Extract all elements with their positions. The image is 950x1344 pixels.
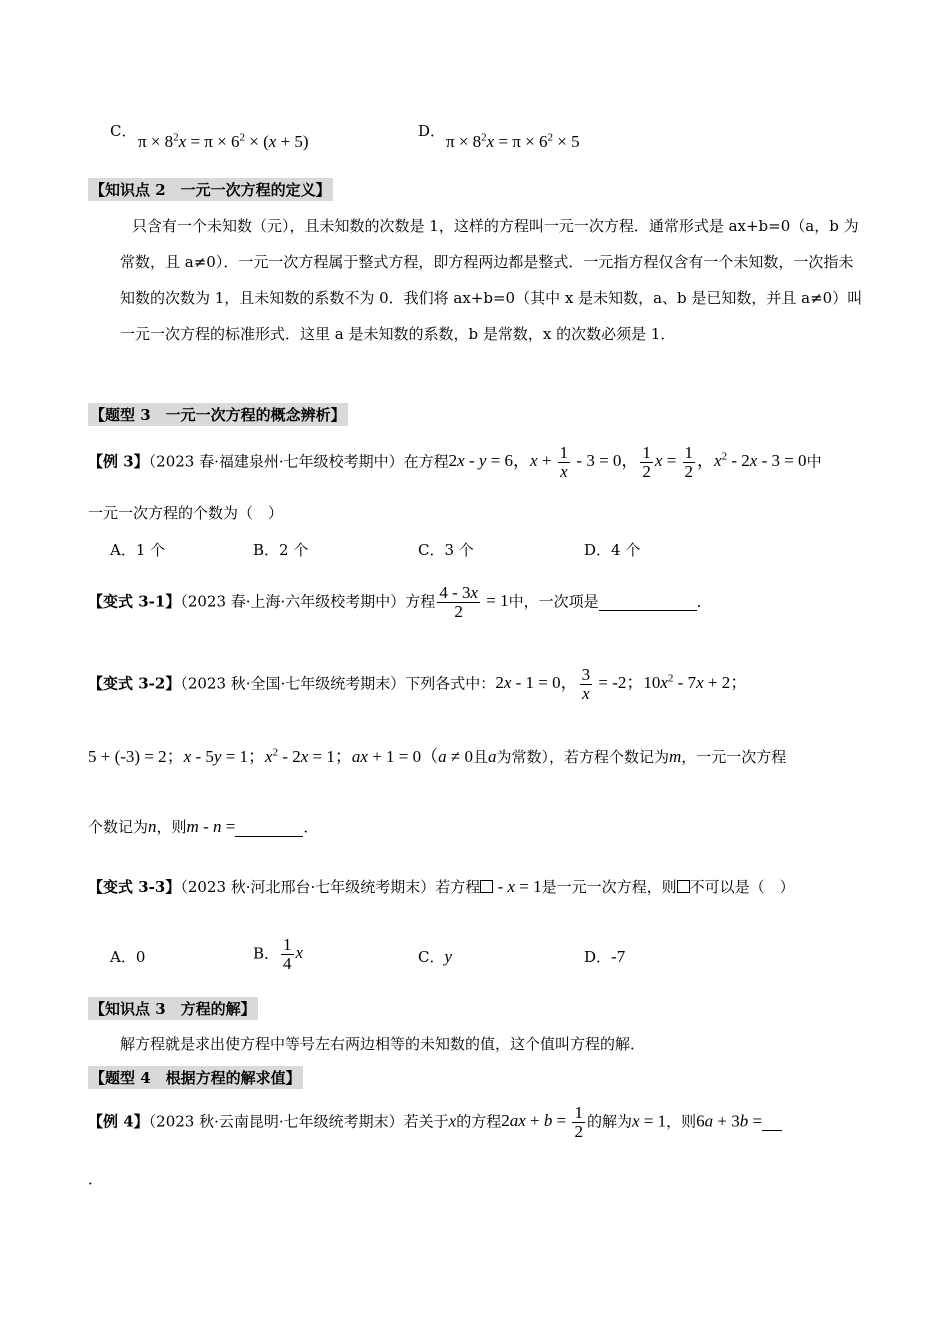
variant-3-3-mid: 是一元一次方程，则 (541, 878, 677, 896)
variant-3-1-equation: $\frac{4 - 3x}{2}$ = 1 (439, 583, 509, 621)
example-4 (88, 1104, 782, 1141)
variant-3-3-label: 【变式 3-3】 (88, 878, 181, 896)
variant-3-2-line3-a: 个数记为 (88, 818, 149, 836)
example-3-line2: 一元一次方程的个数为（ ） (88, 504, 284, 522)
example-4-mid1: 的方程 (456, 1112, 502, 1131)
variant-3-1-source: （2023 春·上海·六年级校考期中）方程 (180, 592, 436, 611)
knowledge-point-2-text: 只含有一个未知数（元），且未知数的次数是 1，这样的方程叫一元一次方程．通常形式是 ax+b=0（a，b 为常数，且 a≠0）．一元一次方程属于整式方程，即方程两边都是整式．一元指方程仅含有一个未知数，一次指未知数的次数为 1，且未知数的系数不为 0．我们将 ax+b=0（其中 x 是未知数，a、b 是已知数，并且 a≠0）叫一元一次方程的标准形式．这里 a 是未知数的系数，b 是常数，x 的次数必须是 1． (120, 217, 863, 343)
variant-3-2-formulas-b: 5 + (-3) = 2；x - 5y = 1；$x^2 - 2x = 1$；ax + 1 = 0（a ≠ 0 (88, 746, 473, 766)
example-3-source: （2023 春·福建泉州·七年级校考期中）在方程 (148, 452, 449, 471)
variant-3-2-formulas-a: 2x - 1 = 0， $\frac{3}{x}$ = -2；$10x^2 - 7x + 2$； (495, 665, 748, 703)
variant-3-3-equation: - x = 1 (480, 877, 541, 896)
answer-blank[interactable] (235, 818, 303, 837)
variant-3-3-option-c-value: y (444, 947, 453, 966)
example-4-mid2: 的解为 (586, 1112, 632, 1131)
placeholder-box-icon (480, 880, 493, 893)
variant-3-1-label: 【变式 3-1】 (88, 592, 181, 611)
example-4-mid3: ，则 (666, 1112, 697, 1131)
example-4-var-x: x (448, 1111, 457, 1131)
example-4-solution: x = 1 (631, 1111, 667, 1131)
example-4-expr: 6a + 3b = (696, 1111, 763, 1131)
variant-3-2-tail: ，一元一次方程 (681, 748, 787, 766)
knowledge-point-3-text: 解方程就是求出使方程中等号左右两边相等的未知数的值，这个值叫方程的解． (120, 1035, 646, 1053)
example-4-label: 【例 4】 (88, 1112, 149, 1131)
variant-3-2-var-m: m (669, 747, 682, 766)
answer-blank[interactable] (599, 592, 697, 611)
example-4-equation: 2ax + b = $\frac{1}{2}$ (501, 1103, 583, 1141)
variant-3-1 (88, 584, 712, 621)
variant-3-2-const: 为常数），若方程个数记为 (496, 748, 669, 766)
example-3-tail: 中 (806, 452, 822, 471)
variant-3-1-end: ． (696, 592, 712, 611)
variant-3-2-line3 (88, 816, 318, 837)
variant-3-3-option-d-value: -7 (611, 947, 626, 966)
answer-blank[interactable] (762, 1112, 782, 1131)
variant-3-2-var-n: n (148, 817, 157, 836)
option-d-formula: $\pi \times 8^2x = \pi \times 6^2 \times 5$ (446, 131, 580, 151)
option-c-formula: $\pi \times 8^2x = \pi \times 6^2 \times (x + 5)$ (138, 131, 309, 151)
variant-3-3-option-a: A．0 (110, 948, 146, 966)
variant-3-2-line3-b: ，则 (156, 818, 187, 836)
example-4-source: （2023 秋·云南昆明·七年级统考期末）若关于 (148, 1112, 449, 1131)
example-3-line1 (88, 444, 822, 481)
variant-3-3-option-d-label: D． (584, 948, 612, 966)
variant-3-3-option-c-label: C． (418, 948, 445, 966)
variant-3-3-option-b (253, 936, 303, 973)
option-c-label: C． (110, 122, 137, 140)
variant-3-2-line1 (88, 666, 747, 703)
variant-3-3-option-b-label: B． (253, 944, 280, 963)
variant-3-1-mid: 中，一次项是 (508, 592, 599, 611)
knowledge-point-2-title: 【知识点 2 一元一次方程的定义】 (88, 178, 333, 201)
variant-3-2-var-a: a (487, 747, 497, 766)
variant-3-2-source: （2023 秋·全国·七年级统考期末）下列各式中： (180, 674, 496, 693)
example-3-option-c: C．3 个 (418, 541, 474, 559)
example-4-end: ． (88, 1170, 104, 1188)
variant-3-3 (88, 876, 795, 897)
type-3-title: 【题型 3 一元一次方程的概念辨析】 (88, 403, 348, 426)
example-3-option-b: B．2 个 (253, 541, 309, 559)
variant-3-2-expr: m - n = (186, 817, 236, 836)
type-4-title: 【题型 4 根据方程的解求值】 (88, 1066, 303, 1089)
variant-3-3-option-d (584, 946, 625, 967)
example-3-equations: 2x - y = 6，x + $\frac{1}{x}$ - 3 = 0， $\frac{1}{2}$ x = $\frac{1}{2}$ ，$x^2 - 2x - 3 = 0$ (448, 443, 807, 481)
example-3-label: 【例 3】 (88, 452, 149, 471)
knowledge-point-3-title: 【知识点 3 方程的解】 (88, 997, 258, 1020)
variant-3-3-option-c (418, 946, 452, 967)
example-3-option-a: A．1 个 (110, 541, 166, 559)
variant-3-2-end: ． (303, 818, 319, 836)
variant-3-2-and: 且 (472, 748, 488, 766)
placeholder-box-icon (677, 880, 690, 893)
variant-3-3-tail: 不可以是（ ） (689, 878, 795, 896)
variant-3-2-line2 (88, 742, 786, 767)
variant-3-3-option-b-value: $\frac{1}{4}$ x (283, 935, 304, 973)
option-d-label: D． (418, 122, 446, 140)
variant-3-2-label: 【变式 3-2】 (88, 674, 181, 693)
example-3-option-d: D．4 个 (584, 541, 641, 559)
variant-3-3-source: （2023 秋·河北邢台·七年级统考期末）若方程 (180, 878, 481, 896)
